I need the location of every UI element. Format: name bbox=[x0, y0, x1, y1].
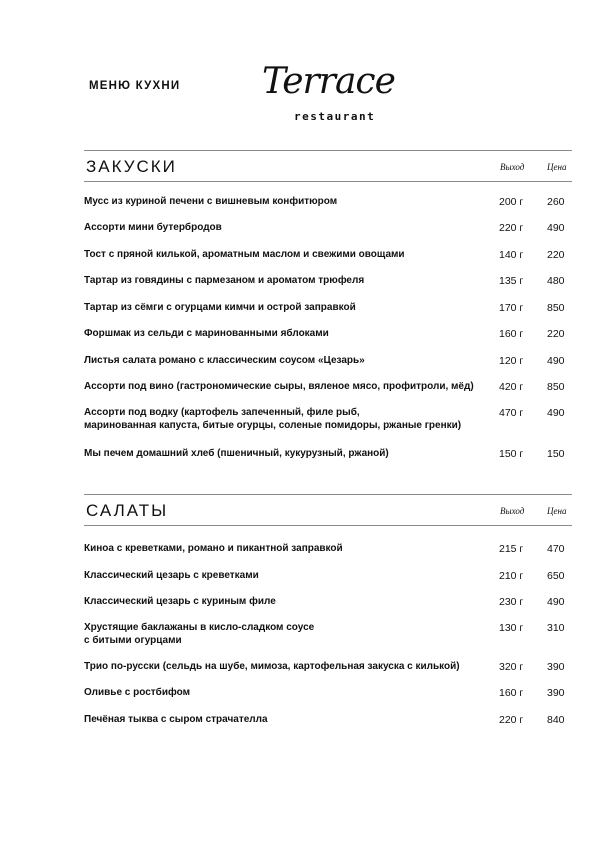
item-weight: 420 г bbox=[499, 381, 524, 393]
item-price: 490 bbox=[547, 355, 565, 367]
item-price: 220 bbox=[547, 249, 565, 261]
item-name: Тартар из говядины с пармезаном и ароматом трюфеля bbox=[84, 275, 365, 286]
item-name: Печёная тыква с сыром страчателла bbox=[84, 714, 268, 725]
item-weight: 160 г bbox=[499, 328, 524, 340]
section-top-rule bbox=[84, 150, 572, 151]
item-name: Тартар из сёмги с огурцами кимчи и острой заправкой bbox=[84, 302, 356, 313]
item-name: Ассорти под вино (гастрономические сыры, вяленое мясо, профитроли, мёд) bbox=[84, 381, 474, 392]
item-weight: 215 г bbox=[499, 543, 524, 555]
item-name: Классический цезарь с креветками bbox=[84, 570, 259, 581]
item-price: 390 bbox=[547, 687, 565, 699]
item-price: 470 bbox=[547, 543, 565, 555]
item-weight: 130 г bbox=[499, 622, 524, 634]
section-header-rule bbox=[84, 181, 572, 182]
item-weight: 320 г bbox=[499, 661, 524, 673]
item-name: Тост с пряной килькой, ароматным маслом и свежими овощами bbox=[84, 249, 405, 260]
item-weight: 160 г bbox=[499, 687, 524, 699]
restaurant-logo bbox=[262, 62, 402, 130]
section-title: ЗАКУСКИ bbox=[86, 157, 177, 176]
item-weight: 170 г bbox=[499, 302, 524, 314]
logo-script-text: Terrace bbox=[262, 61, 395, 102]
item-weight: 150 г bbox=[499, 448, 524, 460]
item-name: Киноа с креветками, романо и пикантной заправкой bbox=[84, 543, 343, 554]
item-weight: 220 г bbox=[499, 714, 524, 726]
item-weight: 210 г bbox=[499, 570, 524, 582]
item-price: 220 bbox=[547, 328, 565, 340]
price-column-header: Цена bbox=[547, 162, 567, 172]
item-price: 480 bbox=[547, 275, 565, 287]
item-name: Форшмак из сельди с маринованными яблоками bbox=[84, 328, 329, 339]
item-weight: 200 г bbox=[499, 196, 524, 208]
item-name: Ассорти мини бутербродов bbox=[84, 222, 222, 233]
item-name: Хрустящие баклажаны в кисло-сладком соусе с битыми огурцами bbox=[84, 622, 315, 646]
item-price: 850 bbox=[547, 381, 565, 393]
section-header-rule bbox=[84, 525, 572, 526]
item-weight: 220 г bbox=[499, 222, 524, 234]
item-price: 150 bbox=[547, 448, 565, 460]
item-price: 490 bbox=[547, 407, 565, 419]
item-weight: 135 г bbox=[499, 275, 524, 287]
item-price: 390 bbox=[547, 661, 565, 673]
item-price: 650 bbox=[547, 570, 565, 582]
item-name: Ассорти под водку (картофель запеченный, филе рыб, маринованная капуста, битые огурцы, соленые помидоры, ржаные гренки) bbox=[84, 407, 462, 431]
item-name: Листья салата романо с классическим соусом «Цезарь» bbox=[84, 355, 365, 366]
weight-column-header: Выход bbox=[500, 506, 525, 516]
item-name: Оливье с ростбифом bbox=[84, 687, 190, 698]
item-name: Мусс из куриной печени с вишневым конфитюром bbox=[84, 196, 338, 207]
section-top-rule bbox=[84, 494, 572, 495]
item-price: 850 bbox=[547, 302, 565, 314]
item-weight: 120 г bbox=[499, 355, 524, 367]
price-column-header: Цена bbox=[547, 506, 567, 516]
item-name: Трио по-русски (сельдь на шубе, мимоза, картофельная закуска с килькой) bbox=[84, 661, 460, 672]
item-price: 490 bbox=[547, 222, 565, 234]
item-name: Мы печем домашний хлеб (пшеничный, кукурузный, ржаной) bbox=[84, 448, 389, 459]
section-title: САЛАТЫ bbox=[86, 501, 169, 520]
menu-title: МЕНЮ КУХНИ bbox=[89, 80, 181, 92]
item-price: 310 bbox=[547, 622, 565, 634]
item-price: 840 bbox=[547, 714, 565, 726]
weight-column-header: Выход bbox=[500, 162, 525, 172]
logo-subtitle: restaurant bbox=[294, 110, 376, 123]
item-price: 490 bbox=[547, 596, 565, 608]
item-weight: 470 г bbox=[499, 407, 524, 419]
item-name: Классический цезарь с куриным филе bbox=[84, 596, 276, 607]
item-weight: 140 г bbox=[499, 249, 524, 261]
item-price: 260 bbox=[547, 196, 565, 208]
item-weight: 230 г bbox=[499, 596, 524, 608]
